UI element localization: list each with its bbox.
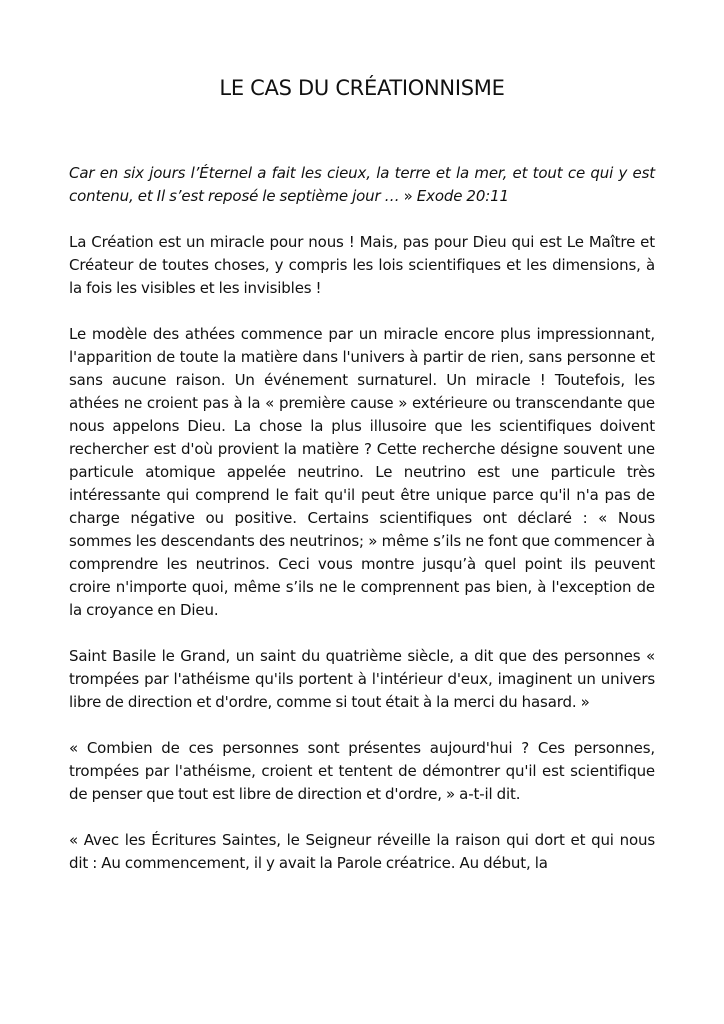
epigraph-closing: » xyxy=(399,187,417,205)
page-title: LE CAS DU CRÉATIONNISME xyxy=(219,76,505,100)
paragraph-2: Le modèle des athées commence par un miracle encore plus impressionnant, l'apparition de toute la matière dans l'univers à partir de rien, sans personne et sans aucune raison. Un événement surnaturel. Un miracle ! Toutefois, les athées ne croient pas à la « première cause » extérieure ou transcendante que nous appelons Dieu. La chose la plus illusoire que les scientifiques doivent rechercher est d'où provient la matière ? Cette recherche désigne souvent une particule atomique appelée neutrino. Le neutrino est une particule très intéressante qui comprend le fait qu'il peut être unique parce qu'il n'a pas de charge négative ou positive. Certains scientifiques ont déclaré : « Nous sommes les descendants des neutrinos; » même s’ils ne font que commencer à comprendre les neutrinos. Ceci vous montre jusqu’à quel point ils peuvent croire n'importe quoi, même s’ils ne le comprennent pas bien, à l'exception de la croyance en Dieu. xyxy=(69,325,655,619)
epigraph xyxy=(69,162,655,208)
epigraph-text: Car en six jours l’Éternel a fait les cieux, la terre et la mer, et tout ce qui y est contenu, et Il s’est reposé le septième jour … xyxy=(69,164,655,205)
document-page xyxy=(69,70,655,898)
epigraph-reference: Exode 20:11 xyxy=(416,187,509,205)
paragraph-3: Saint Basile le Grand, un saint du quatrième siècle, a dit que des personnes « trompées par l'athéisme qu'ils portent à l'intérieur d'eux, imaginent un univers libre de direction et d'ordre, comme si tout était à la merci du hasard. » xyxy=(69,647,655,711)
paragraph-5: « Avec les Écritures Saintes, le Seigneur réveille la raison qui dort et qui nous dit : Au commencement, il y avait la Parole créatrice. Au début, la xyxy=(69,831,655,872)
paragraph-4: « Combien de ces personnes sont présentes aujourd'hui ? Ces personnes, trompées par l'athéisme, croient et tentent de démontrer qu'il est scientifique de penser que tout est libre de direction et d'ordre, » a-t-il dit. xyxy=(69,739,655,803)
paragraph-1: La Création est un miracle pour nous ! Mais, pas pour Dieu qui est Le Maître et Créateur de toutes choses, y compris les lois scientifiques et les dimensions, à la fois les visibles et les invisibles ! xyxy=(69,233,655,297)
